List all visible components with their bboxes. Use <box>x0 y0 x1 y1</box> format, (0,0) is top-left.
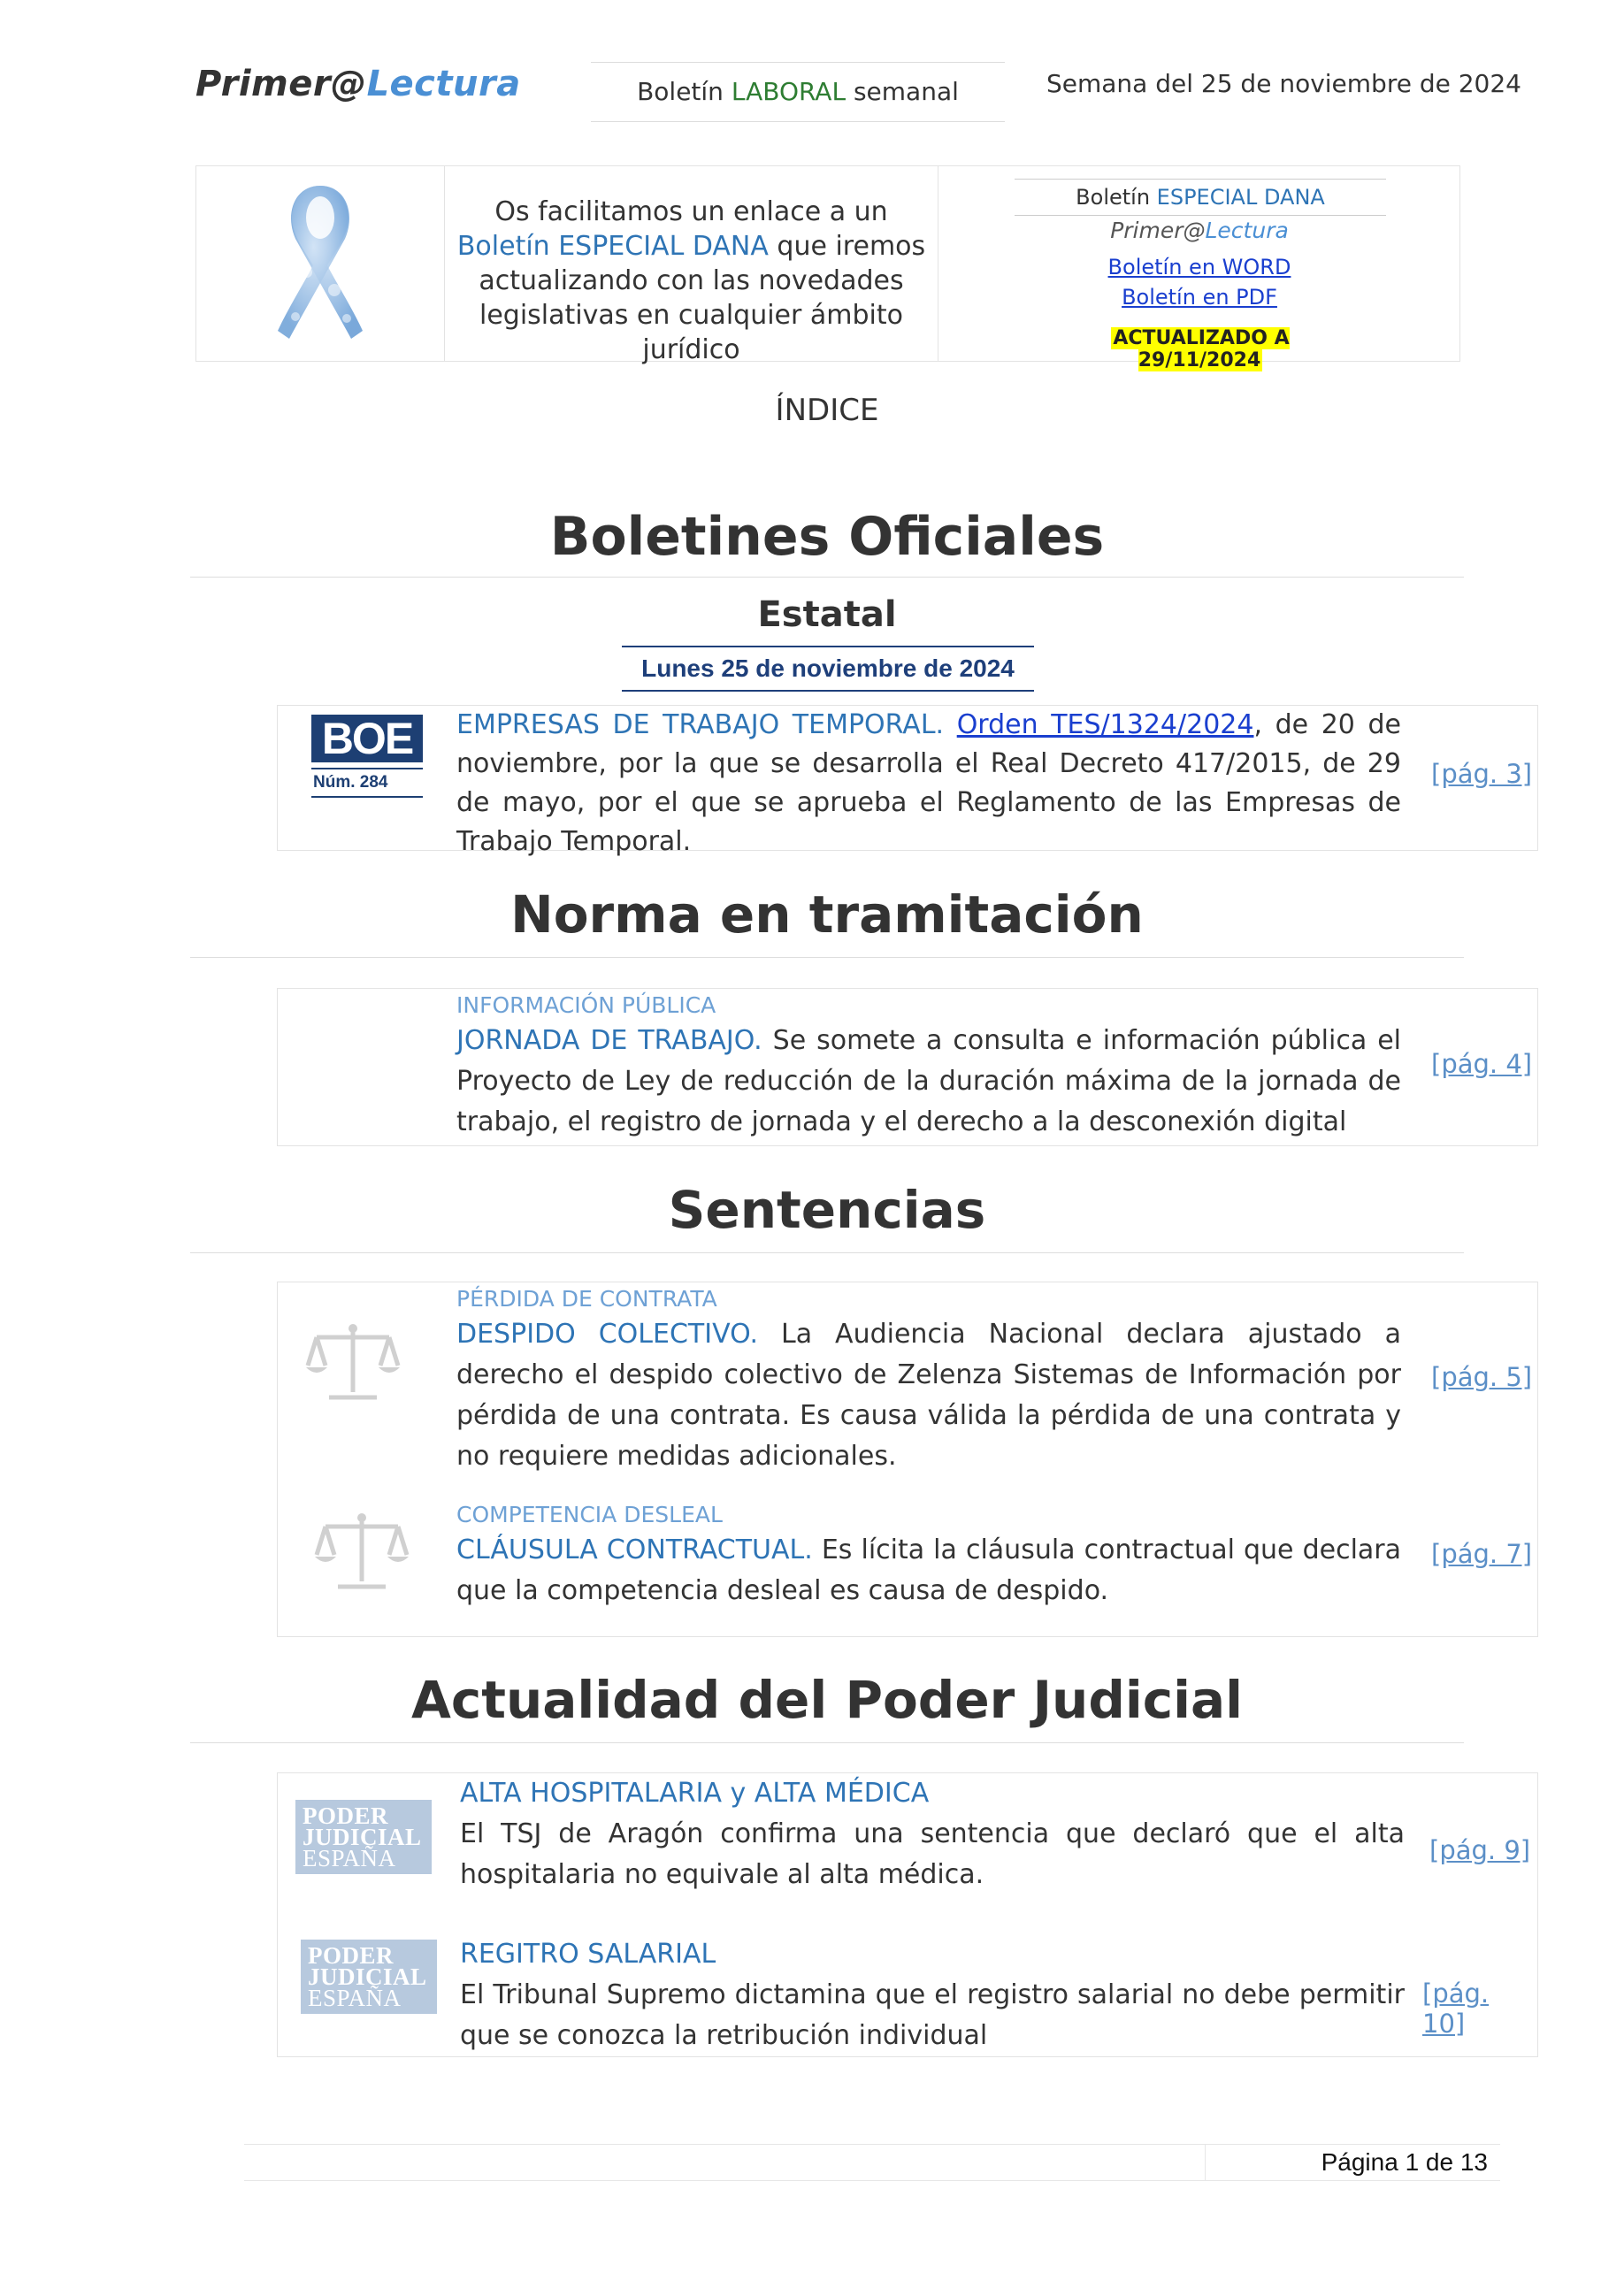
poder-head-1: ALTA HOSPITALARIA y ALTA MÉDICA <box>460 1778 930 1809</box>
ribbon-cell <box>196 166 445 361</box>
page-link-3[interactable]: [pág. 3] <box>1431 759 1533 789</box>
updated-text: ACTUALIZADO A 29/11/2024 <box>1113 327 1290 371</box>
intro-text-dana: Boletín ESPECIAL DANA <box>456 231 769 262</box>
scales-icon <box>304 1320 402 1408</box>
updated-notice <box>1072 327 1329 371</box>
page-number: Página 1 de 13 <box>1321 2148 1488 2176</box>
sentencia-head-2: CLÁUSULA CONTRACTUAL. <box>456 1534 813 1565</box>
sentencia-entry-1 <box>456 1314 1401 1477</box>
pj-logo-line2: JUDICIAL <box>303 1824 422 1850</box>
pj-logo-line1: PODER <box>308 1942 394 1969</box>
boe-entry-body: , de 20 de noviembre, por la que se desarrolla el Real Decreto 417/2015, de 29 de mayo, por el que se aprueba el Reglamento de las Empresas de Trabajo Temporal. <box>456 709 1401 857</box>
pj-logo-line3: ESPAÑA <box>308 1985 402 2011</box>
sentencia-head-1: DESPIDO COLECTIVO. <box>456 1319 759 1350</box>
page-footer <box>244 2144 1500 2181</box>
pj-logo-line1: PODER <box>303 1802 388 1829</box>
boe-entry-head: EMPRESAS DE TRABAJO TEMPORAL. <box>456 709 945 740</box>
norma-entry-text <box>456 1021 1401 1143</box>
bulletin-title-laboral: LABORAL <box>731 77 846 106</box>
orden-link[interactable]: Orden TES/1324/2024 <box>956 709 1254 740</box>
sentencias-box <box>277 1282 1538 1637</box>
intro-text-a: Os facilitamos un enlace a un <box>494 196 888 227</box>
sentencia-category-2: COMPETENCIA DESLEAL <box>456 1502 723 1527</box>
boe-entry-text <box>456 706 1401 861</box>
sentencia-entry-2 <box>456 1530 1401 1611</box>
brand-part-b: Lectura <box>366 64 521 104</box>
poder-body-1: El TSJ de Aragón confirma una sentencia que declaró que el alta hospitalaria no equivale al alta médica. <box>460 1818 1405 1890</box>
page-link-4[interactable]: [pág. 4] <box>1431 1049 1533 1079</box>
dana-brand-a: Primer@ <box>1110 218 1206 243</box>
page-link-10[interactable]: [pág. 10] <box>1422 1978 1490 2039</box>
intro-text-c: que iremos actualizando con las novedades legislativas en cualquier ámbito jurídico <box>479 231 926 365</box>
brand-part-a: Primer@ <box>195 64 367 104</box>
boe-number: Núm. 284 <box>311 768 423 798</box>
week-label: Semana del 25 de noviembre de 2024 <box>1046 69 1521 98</box>
bulletin-title-c: semanal <box>846 77 959 106</box>
subsection-estatal: Estatal <box>757 594 897 635</box>
poder-judicial-logo <box>301 1940 437 2014</box>
dana-brand-logo <box>939 218 1459 243</box>
brand-logo <box>195 64 521 104</box>
poder-body-2: El Tribunal Supremo dictamina que el registro salarial no debe permitir que se conozca la retribución individual <box>460 1979 1405 2051</box>
norma-entry-body: Se somete a consulta e información pública el Proyecto de Ley de reducción de la duración máxima de la jornada de trabajo, el registro de jornada y el derecho a la desconexión digital <box>456 1025 1401 1137</box>
dana-title-b: ESPECIAL DANA <box>1156 185 1325 210</box>
ribbon-icon <box>196 166 444 361</box>
date-banner: Lunes 25 de noviembre de 2024 <box>622 646 1034 692</box>
footer-divider <box>1205 2145 1206 2180</box>
pj-logo-line2: JUDICIAL <box>308 1963 427 1990</box>
word-bulletin-link[interactable]: Boletín en WORD <box>1107 255 1291 279</box>
boe-logo-mark: BOE <box>311 715 423 762</box>
scales-icon <box>313 1509 410 1597</box>
sentencia-body-1: La Audiencia Nacional declara ajustado a derecho el despido colectivo de Zelenza Sistemas de Información por pérdida de una contrata. Es causa válida la pérdida de una contrata y no requiere medidas adicionales. <box>456 1319 1402 1472</box>
page-link-9[interactable]: [pág. 9] <box>1429 1835 1531 1865</box>
section-title-sentencias: Sentencias <box>190 1180 1464 1253</box>
dana-title-a: Boletín <box>1076 185 1157 210</box>
poder-judicial-logo <box>295 1800 432 1874</box>
dana-intro-text <box>445 166 938 365</box>
boe-entry-box <box>277 705 1538 857</box>
norma-entry-box <box>277 988 1538 1146</box>
dana-links-cell <box>939 166 1459 371</box>
bulletin-title-a: Boletín <box>637 77 732 106</box>
poder-entry-1 <box>460 1773 1405 1895</box>
section-title-poder-judicial: Actualidad del Poder Judicial <box>190 1670 1464 1743</box>
sentencia-body-2: Es lícita la cláusula contractual que declara que la competencia desleal es causa de despido. <box>456 1534 1401 1606</box>
dana-brand-b: Lectura <box>1205 218 1289 243</box>
dana-box-title <box>1015 179 1386 216</box>
section-title-norma: Norma en tramitación <box>190 884 1464 958</box>
poder-head-2: REGITRO SALARIAL <box>460 1939 716 1970</box>
sentencia-category-1: PÉRDIDA DE CONTRATA <box>456 1286 717 1312</box>
dana-intro-table <box>195 165 1460 371</box>
poder-entry-2 <box>460 1934 1405 2056</box>
pdf-bulletin-link[interactable]: Boletín en PDF <box>1122 285 1277 310</box>
page-link-5[interactable]: [pág. 5] <box>1431 1362 1533 1392</box>
boe-logo <box>311 715 423 798</box>
page-link-7[interactable]: [pág. 7] <box>1431 1539 1533 1569</box>
pj-logo-line3: ESPAÑA <box>303 1845 396 1871</box>
bulletin-title <box>591 62 1005 122</box>
poder-judicial-box <box>277 1772 1538 2057</box>
norma-category: INFORMACIÓN PÚBLICA <box>456 992 716 1018</box>
section-title-boletines: Boletines Oficiales <box>190 506 1464 578</box>
index-heading: ÍNDICE <box>775 393 879 428</box>
norma-entry-head: JORNADA DE TRABAJO. <box>456 1025 762 1056</box>
